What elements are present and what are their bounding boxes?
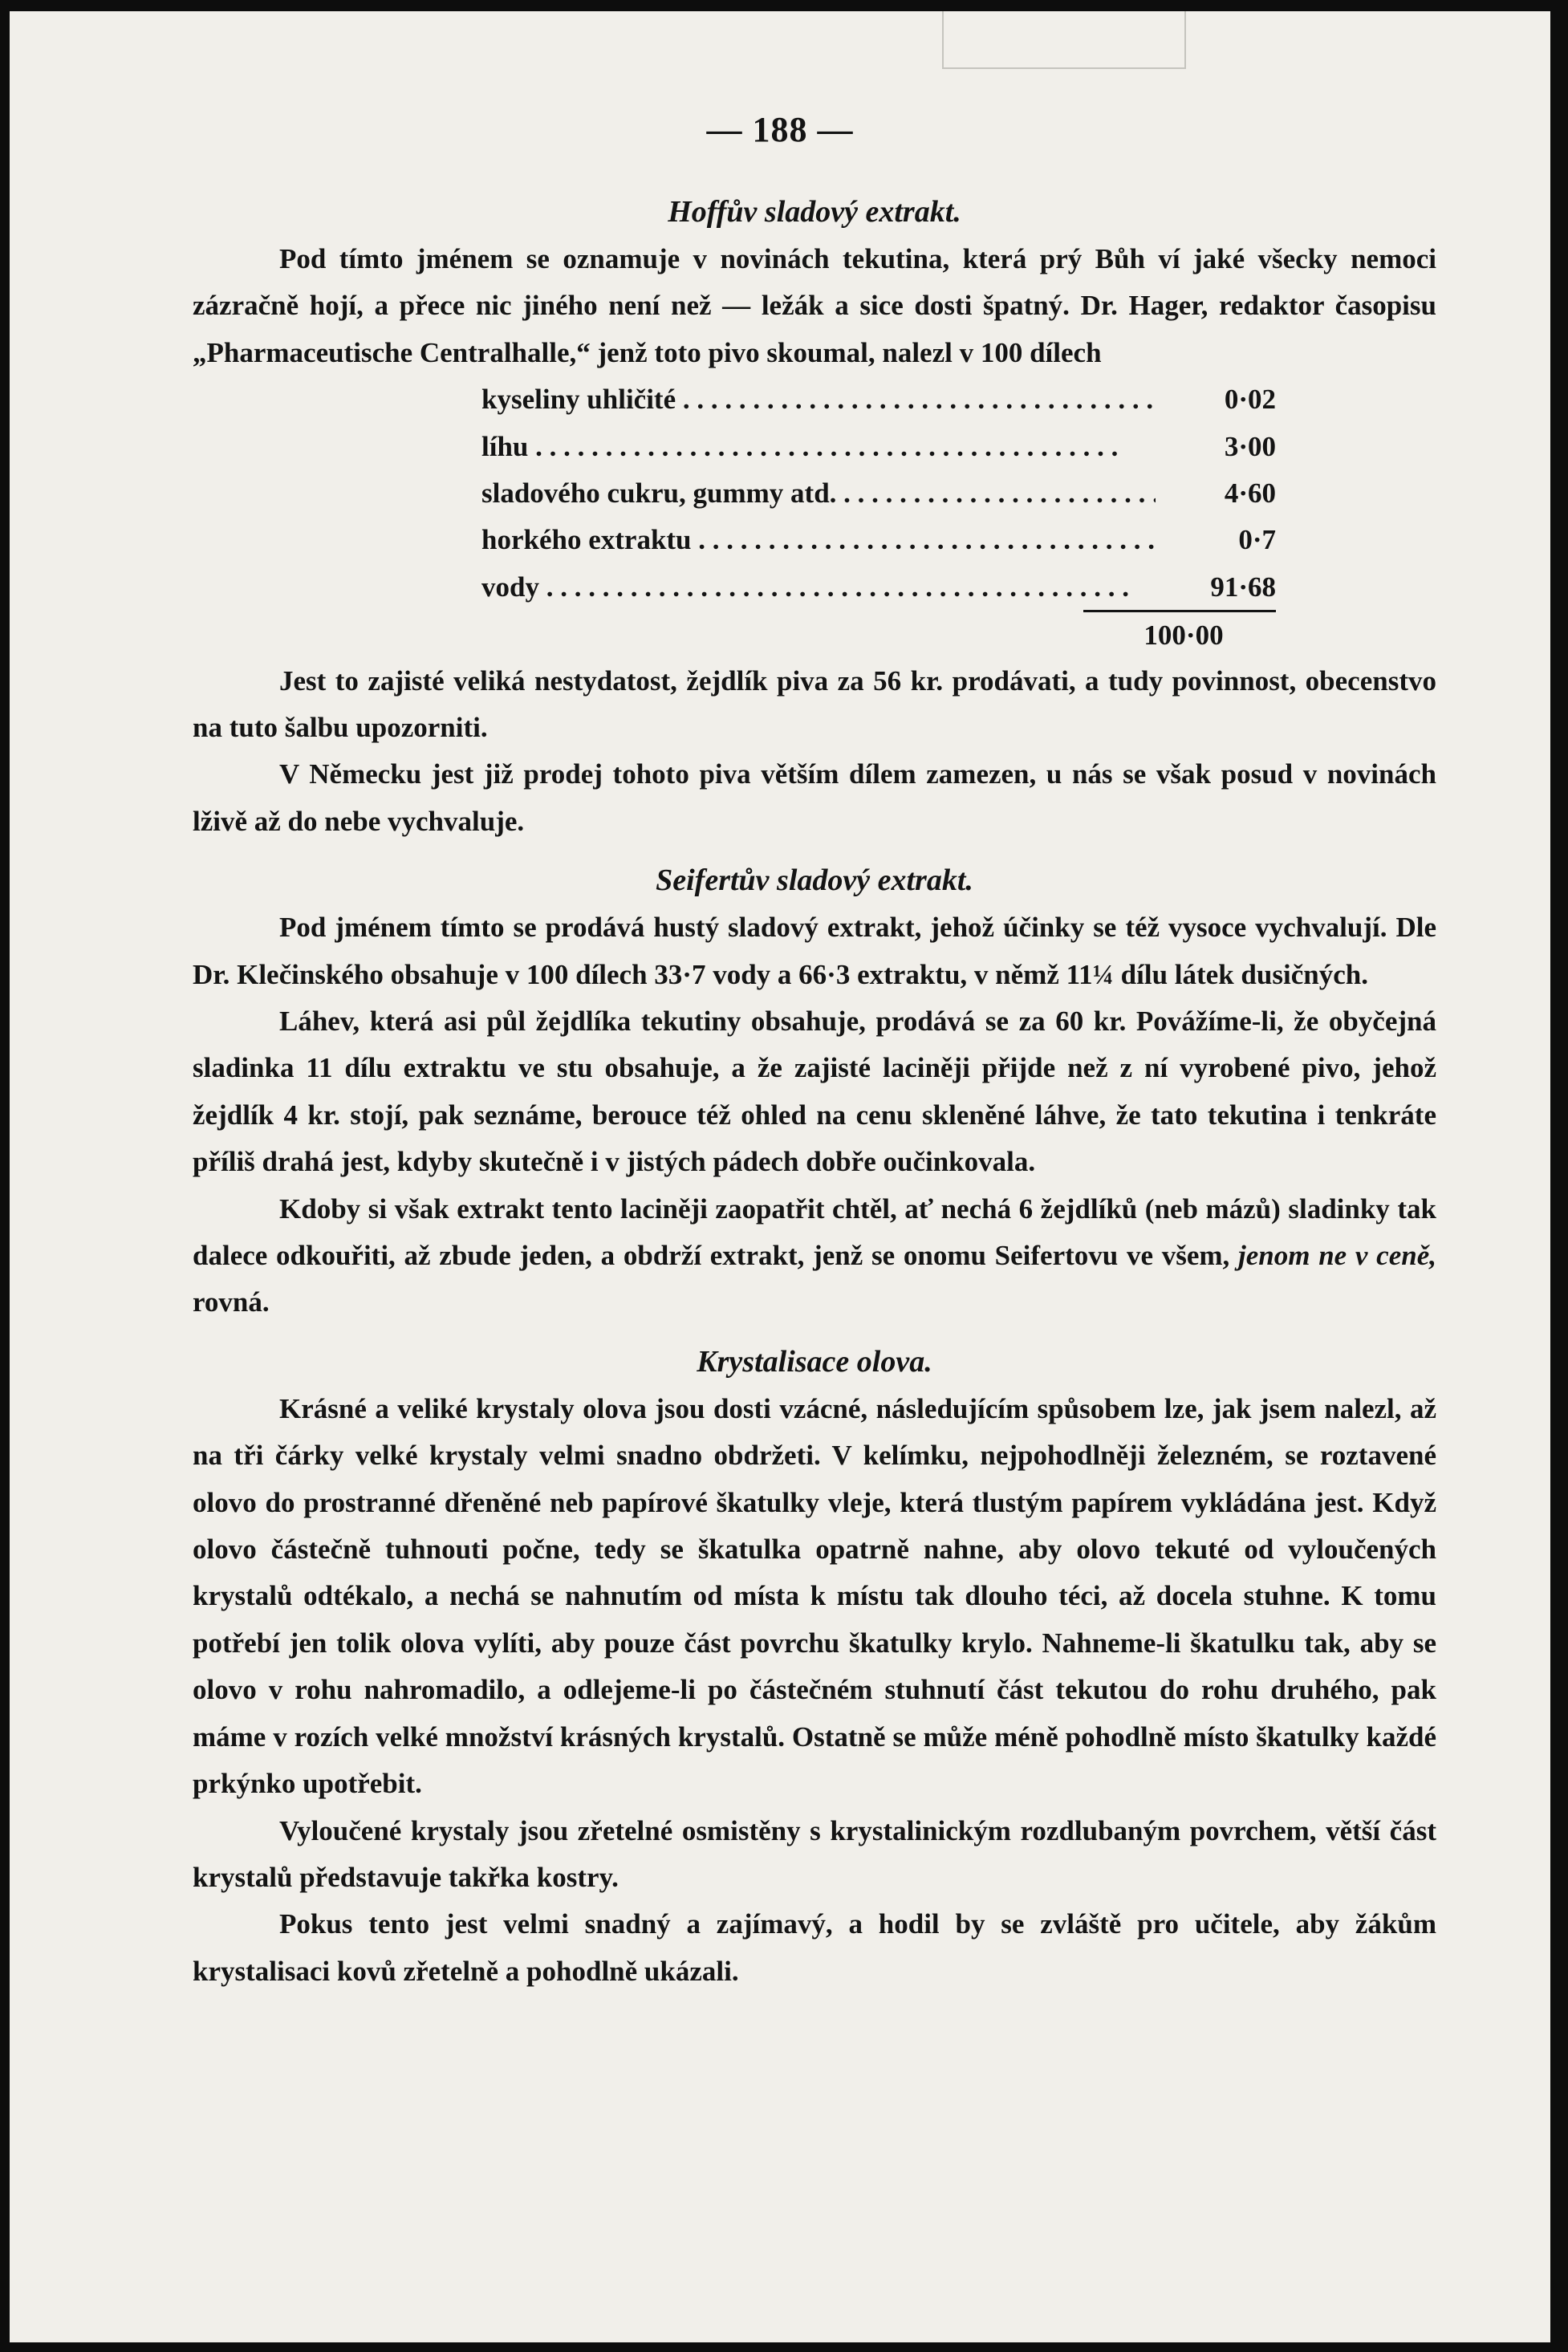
composition-label: vody . . . bbox=[481, 564, 1156, 611]
paragraph: Pod jménem tímto se prodává hustý sladový extrakt, jehož účinky se též vysoce vychvalují. Dle Dr. Klečinského obsahuje v 100 dílech 33·7 vody a 66·3 extraktu, v němž 11¼ dílu látek dusičných. bbox=[193, 912, 1436, 990]
composition-table bbox=[481, 376, 1276, 657]
composition-row bbox=[481, 470, 1276, 517]
composition-label: sladového cukru, gummy atd. . . . bbox=[481, 470, 1156, 517]
composition-label: líhu . . . bbox=[481, 424, 1156, 470]
composition-total-row bbox=[481, 611, 1276, 657]
composition-row bbox=[481, 564, 1276, 611]
composition-label: horkého extraktu . . . bbox=[481, 517, 1156, 563]
composition-row bbox=[481, 517, 1276, 563]
paragraph: Jest to zajisté veliká nestydatost, žejdlík piva za 56 kr. prodávati, a tudy povinnost, obecenstvo na tuto šalbu upozorniti. bbox=[193, 664, 1436, 743]
paragraph: Vyloučené krystaly jsou zřetelné osmistěny s krystalinickým rozdlubaným povrchem, větší část krystalů představuje takřka kostry. bbox=[193, 1814, 1436, 1893]
section-title-seifert: Seifertův sladový extrakt. bbox=[656, 863, 973, 898]
paragraph: Pod tímto jménem se oznamuje v novinách tekutina, která prý Bůh ví jaké všecky nemoci zázračně hojí, a přece nic jiného není než — ležák a sice dosti špatný. Dr. Hager, redaktor časopisu „Pharmaceutische Centralhalle,“ jenž toto pivo skoumal, nalezl v 100 dílech bbox=[193, 243, 1436, 368]
composition-value: 3·00 bbox=[1156, 424, 1276, 470]
page-edge-mark bbox=[942, 11, 1186, 69]
page-content bbox=[193, 188, 1436, 1995]
composition-value: 0·02 bbox=[1156, 376, 1276, 423]
paragraph bbox=[193, 1186, 1436, 1326]
composition-row bbox=[481, 424, 1276, 470]
page-number: — 188 — bbox=[706, 110, 854, 149]
composition-label: kyseliny uhličité . . . bbox=[481, 376, 1156, 423]
text-run: rovná. bbox=[193, 1286, 270, 1318]
composition-value: 4·60 bbox=[1156, 470, 1276, 517]
paragraph: Pokus tento jest velmi snadný a zajímavý, a hodil by se zvláště pro učitele, aby žákům krystalisaci kovů zřetelně a pohodlně ukázali. bbox=[193, 1908, 1436, 1987]
emphasis-text: jenom ne v ceně, bbox=[1238, 1240, 1437, 1272]
book-page bbox=[10, 11, 1550, 2342]
section-title-hoff: Hoffův sladový extrakt. bbox=[668, 195, 961, 229]
text-run: Kdoby si však extrakt tento laciněji zaopatřit chtěl, ať nechá 6 žejdlíků (neb mázů) sladinky tak dalece odkouřiti, až zbude jeden, a obdrží extrakt, jenž se onomu Seifertovu ve všem, bbox=[193, 1192, 1436, 1272]
composition-value: 91·68 bbox=[1156, 564, 1276, 611]
paragraph: Krásné a veliké krystaly olova jsou dosti vzácné, následujícím spůsobem lze, jak jsem nalezl, až na tři čárky velké krystaly velmi snadno obdržeti. V kelímku, nejpohodlněji železném, se roztavené olovo do prostranné dřeněné neb papírové škatulky vleje, která tlustým papírem vykládána jest. Když olovo částečně tuhnouti počne, tedy se škatulka opatrně nahne, aby olovo tekuté od vyloučených krystalů odtékalo, a nechá se nahnutím od místa k místu tak dlouho téci, až docela stuhne. K tomu potřebí jen tolik olova vylíti, aby pouze část povrchu škatulky krylo. Nahneme-li škatulku tak, aby se olovo v rohu nahromadilo, a odlejeme-li po částečném stuhnutí část tekutou do rohu druhého, pak máme v rozích velké množství krásných krystalů. Ostatně se může méně pohodlně místo škatulky každé prkýnko upotřebit. bbox=[193, 1392, 1436, 1800]
paragraph: V Německu jest již prodej tohoto piva větším dílem zamezen, u nás se však posud v novinách lživě až do nebe vychvaluje. bbox=[193, 758, 1436, 837]
composition-row bbox=[481, 376, 1276, 423]
composition-value: 0·7 bbox=[1156, 517, 1276, 563]
composition-total: 100·00 bbox=[1083, 610, 1276, 659]
paragraph: Láhev, která asi půl žejdlíka tekutiny obsahuje, prodává se za 60 kr. Povážíme-li, že obyčejná sladinka 11 dílu extraktu ve stu obsahuje, a že zajisté laciněji přijde než z ní vyrobené pivo, jehož žejdlík 4 kr. stojí, pak seznáme, berouce též ohled na cenu skleněné láhve, že tato tekutina i tenkráte příliš drahá jest, kdyby skutečně i v jistých pádech dobře oučinkovala. bbox=[193, 1005, 1436, 1178]
section-title-krystal: Krystalisace olova. bbox=[697, 1344, 932, 1379]
